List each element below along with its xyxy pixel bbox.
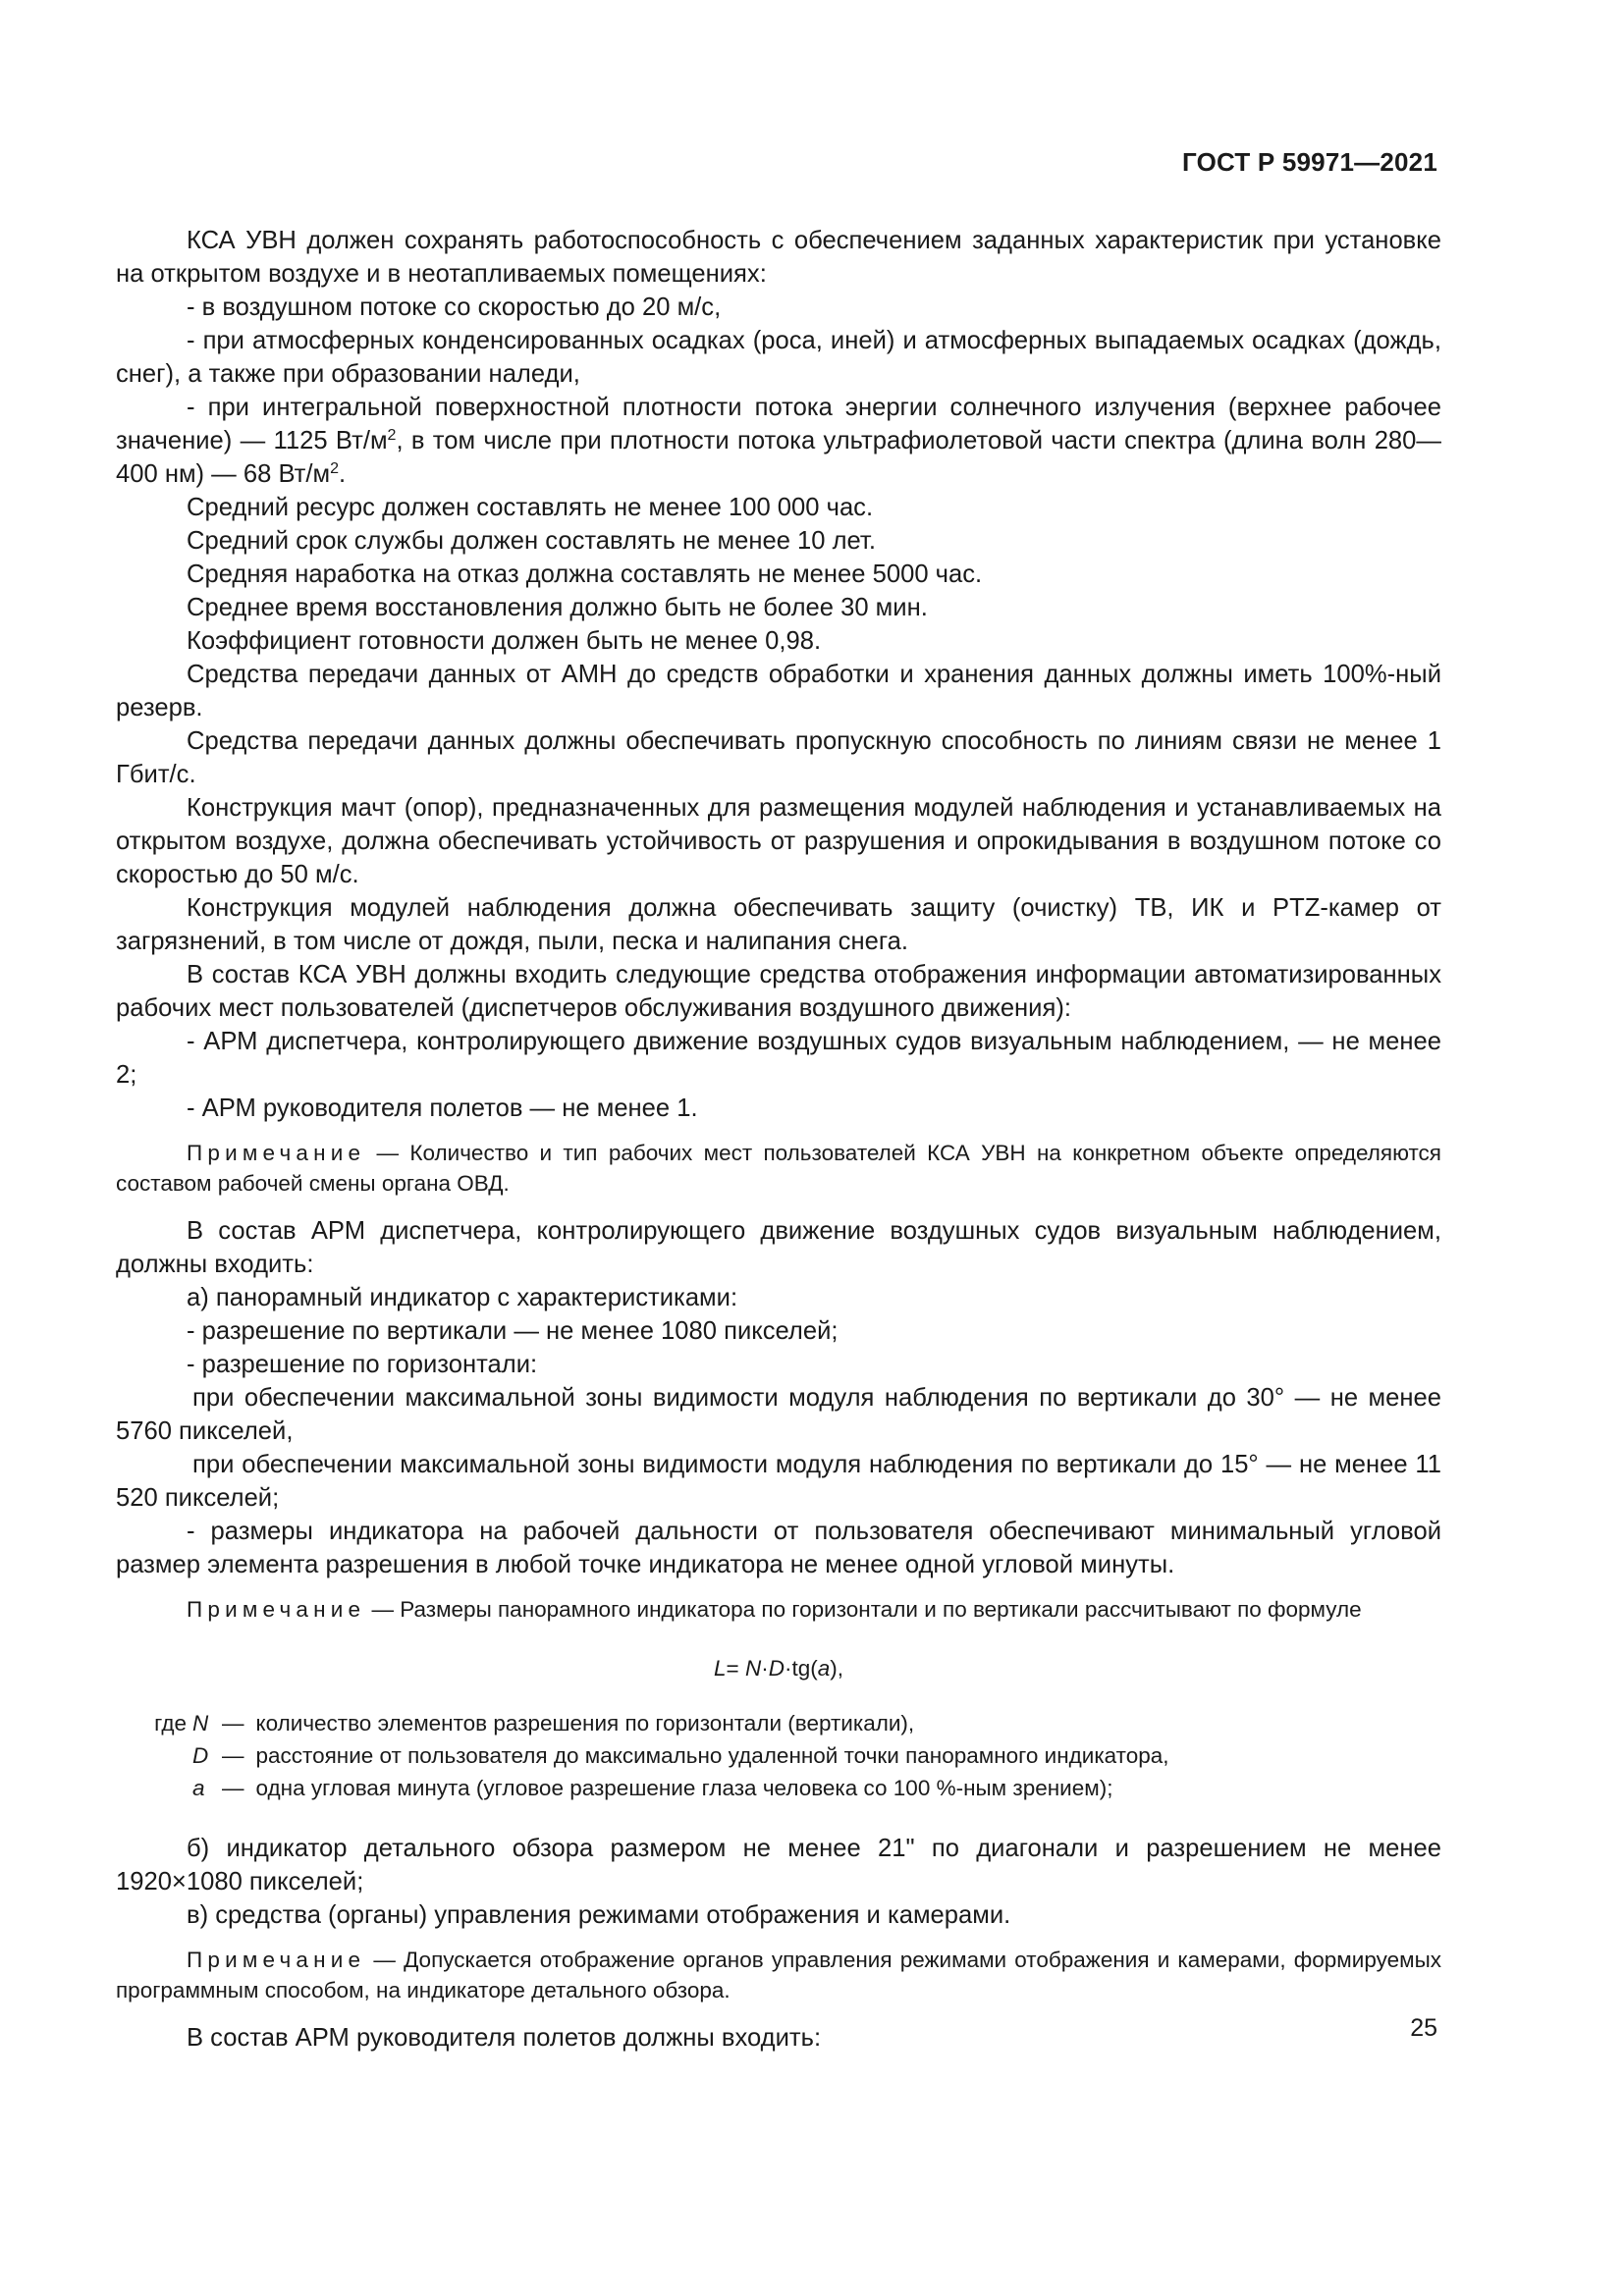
document-header: ГОСТ Р 59971—2021 <box>1182 147 1437 177</box>
paragraph: Среднее время восстановления должно быть не более 30 мин. <box>187 594 928 621</box>
list-item: - размеры индикатора на рабочей дальности от пользователя обеспечивают минимальный угловой размер элемента разрешения в любой точке индикатора не менее одной угловой минуты. <box>116 1518 1441 1578</box>
paragraph: Средний ресурс должен составлять не менее 100 000 час. <box>187 494 874 521</box>
note-label: Примечание <box>187 1948 366 1972</box>
note <box>116 1945 1441 2005</box>
where-var: N <box>192 1711 209 1735</box>
paragraph: Средняя наработка на отказ должна составлять не менее 5000 час. <box>187 561 983 588</box>
where-dash: — <box>222 1743 244 1768</box>
list-item: - АРМ руководителя полетов — не менее 1. <box>187 1095 698 1122</box>
where-desc: расстояние от пользователя до максимально удаленной точки панорамного индикатора, <box>255 1743 1169 1768</box>
list-item: - разрешение по горизонтали: <box>187 1351 538 1378</box>
formula <box>116 1652 1441 1685</box>
paragraph: Средний срок службы должен составлять не менее 10 лет. <box>187 527 876 555</box>
list-item: - АРМ диспетчера, контролирующего движение воздушных судов визуальным наблюдением, — не менее 2; <box>116 1028 1441 1089</box>
formula-var: L <box>714 1656 727 1681</box>
paragraph: КСА УВН должен сохранять работоспособность с обеспечением заданных характеристик при установке на открытом воздухе и в неотапливаемых помещениях: <box>116 227 1441 288</box>
note-label: Примечание <box>187 1597 366 1622</box>
note-text: — Количество и тип рабочих мест пользователей КСА УВН на конкретном объекте определяются составом рабочей смены органа ОВД. <box>116 1141 1441 1196</box>
list-item: - в воздушном потоке со скоростью до 20 м/с, <box>187 294 722 321</box>
page-number: 25 <box>1410 2014 1437 2042</box>
formula-eq: = <box>726 1656 745 1681</box>
formula-op: ·tg( <box>784 1656 818 1681</box>
paragraph: Коэффициент готовности должен быть не менее 0,98. <box>187 627 822 655</box>
where-row <box>116 1772 1441 1804</box>
paragraph: В состав КСА УВН должны входить следующие средства отображения информации автоматизированных рабочих мест пользователей (диспетчеров обслуживания воздушного движения): <box>116 961 1441 1022</box>
note-text: — Допускается отображение органов управления режимами отображения и камерами, формируемых программным способом, на индикаторе детального обзора. <box>116 1948 1441 2002</box>
paragraph: Конструкция модулей наблюдения должна обеспечивать защиту (очистку) ТВ, ИК и PTZ-камер от загрязнений, в том числе от дождя, пыли, песка и налипания снега. <box>116 894 1441 955</box>
where-block <box>116 1707 1441 1804</box>
formula-var: D <box>768 1656 785 1681</box>
where-var: a <box>192 1776 205 1800</box>
list-item: в) средства (органы) управления режимами отображения и камерами. <box>187 1901 1011 1929</box>
where-dash: — <box>222 1711 244 1735</box>
paragraph: Средства передачи данных должны обеспечивать пропускную способность по линиям связи не менее 1 Гбит/с. <box>116 727 1441 788</box>
where-desc: количество элементов разрешения по горизонтали (вертикали), <box>255 1711 915 1735</box>
formula-var: N <box>744 1656 762 1681</box>
where-var: D <box>192 1743 209 1768</box>
formula-op: · <box>761 1656 769 1681</box>
superscript: 2 <box>387 427 397 444</box>
list-item: а) панорамный индикатор с характеристиками: <box>187 1284 738 1311</box>
superscript: 2 <box>330 460 340 477</box>
paragraph: Средства передачи данных от АМН до средств обработки и хранения данных должны иметь 100%-ный резерв. <box>116 661 1441 721</box>
note <box>116 1594 1441 1625</box>
paragraph: В состав АРМ диспетчера, контролирующего движение воздушных судов визуальным наблюдением, должны входить: <box>116 1217 1441 1278</box>
note-label: Примечание <box>187 1141 366 1165</box>
document-body <box>116 224 1441 2055</box>
where-dash: — <box>222 1776 244 1800</box>
list-item: при обеспечении максимальной зоны видимости модуля наблюдения по вертикали до 15° — не менее 11 520 пикселей; <box>116 1451 1441 1512</box>
list-item: - при атмосферных конденсированных осадках (роса, иней) и атмосферных выпадаемых осадках (дождь, снег), а также при образовании наледи, <box>116 327 1441 388</box>
list-item: при обеспечении максимальной зоны видимости модуля наблюдения по вертикали до 30° — не менее 5760 пикселей, <box>116 1384 1441 1445</box>
text-run: . <box>339 460 347 488</box>
where-prefix: где <box>154 1711 187 1735</box>
text-run: - при интегральной поверхностной плотности потока энергии солнечного излучения (верхнее рабочее значение) — 1125 Вт/м <box>116 394 1441 454</box>
note <box>116 1138 1441 1199</box>
paragraph: Конструкция мачт (опор), предназначенных для размещения модулей наблюдения и устанавливаемых на открытом воздухе, должна обеспечивать устойчивость от разрушения и опрокидывания в воздушном потоке со скоростью до 50 м/с. <box>116 794 1441 888</box>
list-item: - разрешение по вертикали — не менее 1080 пикселей; <box>187 1317 839 1345</box>
note-text: — Размеры панорамного индикатора по горизонтали и по вертикали рассчитывают по формуле <box>365 1597 1362 1622</box>
text-run: , в том числе при плотности потока ультрафиолетовой части спектра (длина волн 280—400 нм) — 68 Вт/м <box>116 427 1441 488</box>
paragraph: В состав АРМ руководителя полетов должны входить: <box>187 2024 822 2052</box>
where-desc: одна угловая минута (угловое разрешение глаза человека со 100 %-ным зрением); <box>255 1776 1113 1800</box>
where-row <box>116 1739 1441 1772</box>
formula-op: ), <box>830 1656 843 1681</box>
where-row <box>116 1707 1441 1739</box>
list-item: б) индикатор детального обзора размером не менее 21" по диагонали и разрешением не менее 1920×1080 пикселей; <box>116 1835 1441 1896</box>
list-item <box>116 391 1441 491</box>
formula-var: a <box>817 1656 831 1681</box>
